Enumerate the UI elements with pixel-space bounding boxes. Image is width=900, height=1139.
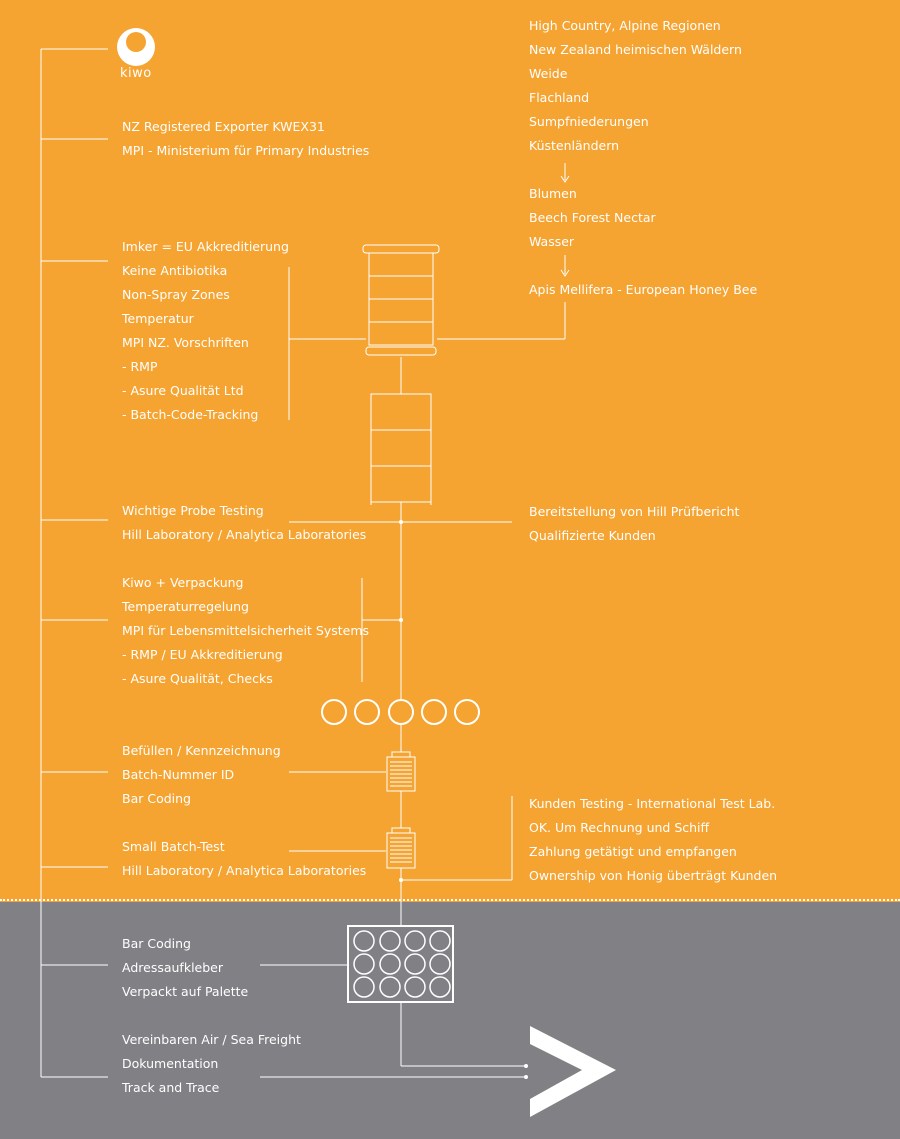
test-jar	[387, 828, 415, 868]
text-line: - Asure Qualität Ltd	[122, 383, 244, 398]
text-line: Wasser	[529, 234, 575, 249]
group-packing	[122, 571, 369, 691]
text-line: Apis Mellifera - European Honey Bee	[529, 282, 758, 297]
group-beekeeper	[122, 235, 289, 427]
text-line: Küstenländern	[529, 138, 620, 153]
group-small-batch	[122, 835, 366, 883]
text-line: Bar Coding	[122, 791, 191, 806]
text-line: Adressaufkleber	[122, 960, 223, 975]
labelled-jar	[387, 752, 415, 791]
text-line: Hill Laboratory / Analytica Laboratories	[122, 863, 367, 878]
jar-circle	[422, 700, 446, 724]
text-line: Dokumentation	[122, 1056, 219, 1071]
group-filling	[122, 739, 281, 811]
text-line: NZ Registered Exporter KWEX31	[122, 119, 325, 134]
frame-box	[371, 394, 431, 502]
group-report	[529, 500, 739, 548]
text-line: - RMP	[122, 359, 158, 374]
text-line: Flachland	[529, 90, 590, 105]
group-palette	[122, 932, 248, 1004]
text-line: High Country, Alpine Regionen	[529, 18, 721, 33]
group-customer	[529, 792, 777, 888]
group-bee	[529, 278, 757, 302]
text-line: Temperaturregelung	[122, 599, 249, 614]
text-line: Batch-Nummer ID	[122, 767, 235, 782]
text-line: MPI - Ministerium für Primary Industries	[122, 143, 370, 158]
hive-roof	[363, 245, 439, 253]
text-line: Verpackt auf Palette	[122, 984, 249, 999]
text-line: Kiwo + Verpackung	[122, 575, 244, 590]
text-line: Befüllen / Kennzeichnung	[122, 743, 281, 758]
chevron-right-icon	[530, 1026, 616, 1117]
text-line: New Zealand heimischen Wäldern	[529, 42, 742, 57]
text-line: Blumen	[529, 186, 577, 201]
hive-base	[366, 347, 436, 355]
text-line: Hill Laboratory / Analytica Laboratories	[122, 527, 367, 542]
text-line: - Batch-Code-Tracking	[122, 407, 259, 422]
text-line: OK. Um Rechnung und Schiff	[529, 820, 710, 835]
text-line: Keine Antibiotika	[122, 263, 228, 278]
text-line: - Asure Qualität, Checks	[122, 671, 273, 686]
text-line: Vereinbaren Air / Sea Freight	[122, 1032, 301, 1047]
text-line: Imker = EU Akkreditierung	[122, 239, 289, 254]
text-line: Zahlung getätigt und empfangen	[529, 844, 737, 859]
text-line: Beech Forest Nectar	[529, 210, 656, 225]
text-line: Track and Trace	[122, 1080, 220, 1095]
text-line: Temperatur	[122, 311, 194, 326]
text-line: Non-Spray Zones	[122, 287, 230, 302]
text-line: Bereitstellung von Hill Prüfbericht	[529, 504, 740, 519]
logo-text: kiwo	[120, 66, 152, 81]
text-line: Sumpfniederungen	[529, 114, 649, 129]
text-line: Bar Coding	[122, 936, 191, 951]
group-regions	[529, 14, 742, 158]
text-line: Ownership von Honig überträgt Kunden	[529, 868, 778, 883]
group-exporter	[122, 115, 369, 163]
text-line: - RMP / EU Akkreditierung	[122, 647, 283, 662]
group-sources	[529, 182, 656, 254]
text-line: MPI NZ. Vorschriften	[122, 335, 249, 350]
text-line: MPI für Lebensmittelsicherheit Systems	[122, 623, 370, 638]
jar-circle	[322, 700, 346, 724]
jar-circle	[389, 700, 413, 724]
text-line: Weide	[529, 66, 568, 81]
jar-circle	[355, 700, 379, 724]
text-line: Qualifizierte Kunden	[529, 528, 656, 543]
text-line: Kunden Testing - International Test Lab.	[529, 796, 776, 811]
text-line: Wichtige Probe Testing	[122, 503, 264, 518]
kiwo-logo-icon	[117, 28, 155, 66]
jar-circle	[455, 700, 479, 724]
group-freight	[122, 1028, 301, 1100]
group-testing	[122, 499, 366, 547]
text-line: Small Batch-Test	[122, 839, 225, 854]
